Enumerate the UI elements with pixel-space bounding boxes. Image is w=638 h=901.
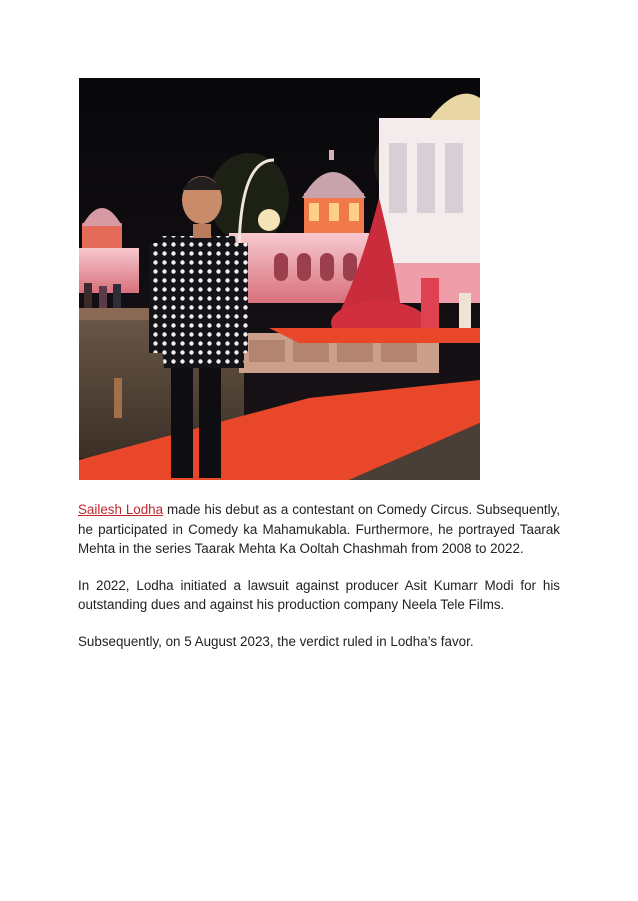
event-photo xyxy=(79,78,480,480)
sailesh-lodha-link[interactable]: Sailesh Lodha xyxy=(78,502,164,517)
paragraph-1 xyxy=(78,500,560,559)
paragraph-2: In 2022, Lodha initiated a lawsuit against producer Asit Kumarr Modi for his outstanding dues and against his production company Neela Tele Films. xyxy=(78,577,560,612)
paragraph-3: Subsequently, on 5 August 2023, the verdict ruled in Lodha’s favor. xyxy=(78,633,474,649)
article-body xyxy=(78,500,560,668)
paragraph-1-text: made his debut as a contestant on Comedy Circus. Subsequently, he participated in Comedy ka Mahamukabla. Furthermore, he portrayed Taarak Mehta in the series Taarak Mehta Ka Ooltah Chashmah from 2008 to 2022. xyxy=(78,502,561,556)
photo-illustration xyxy=(79,78,480,480)
